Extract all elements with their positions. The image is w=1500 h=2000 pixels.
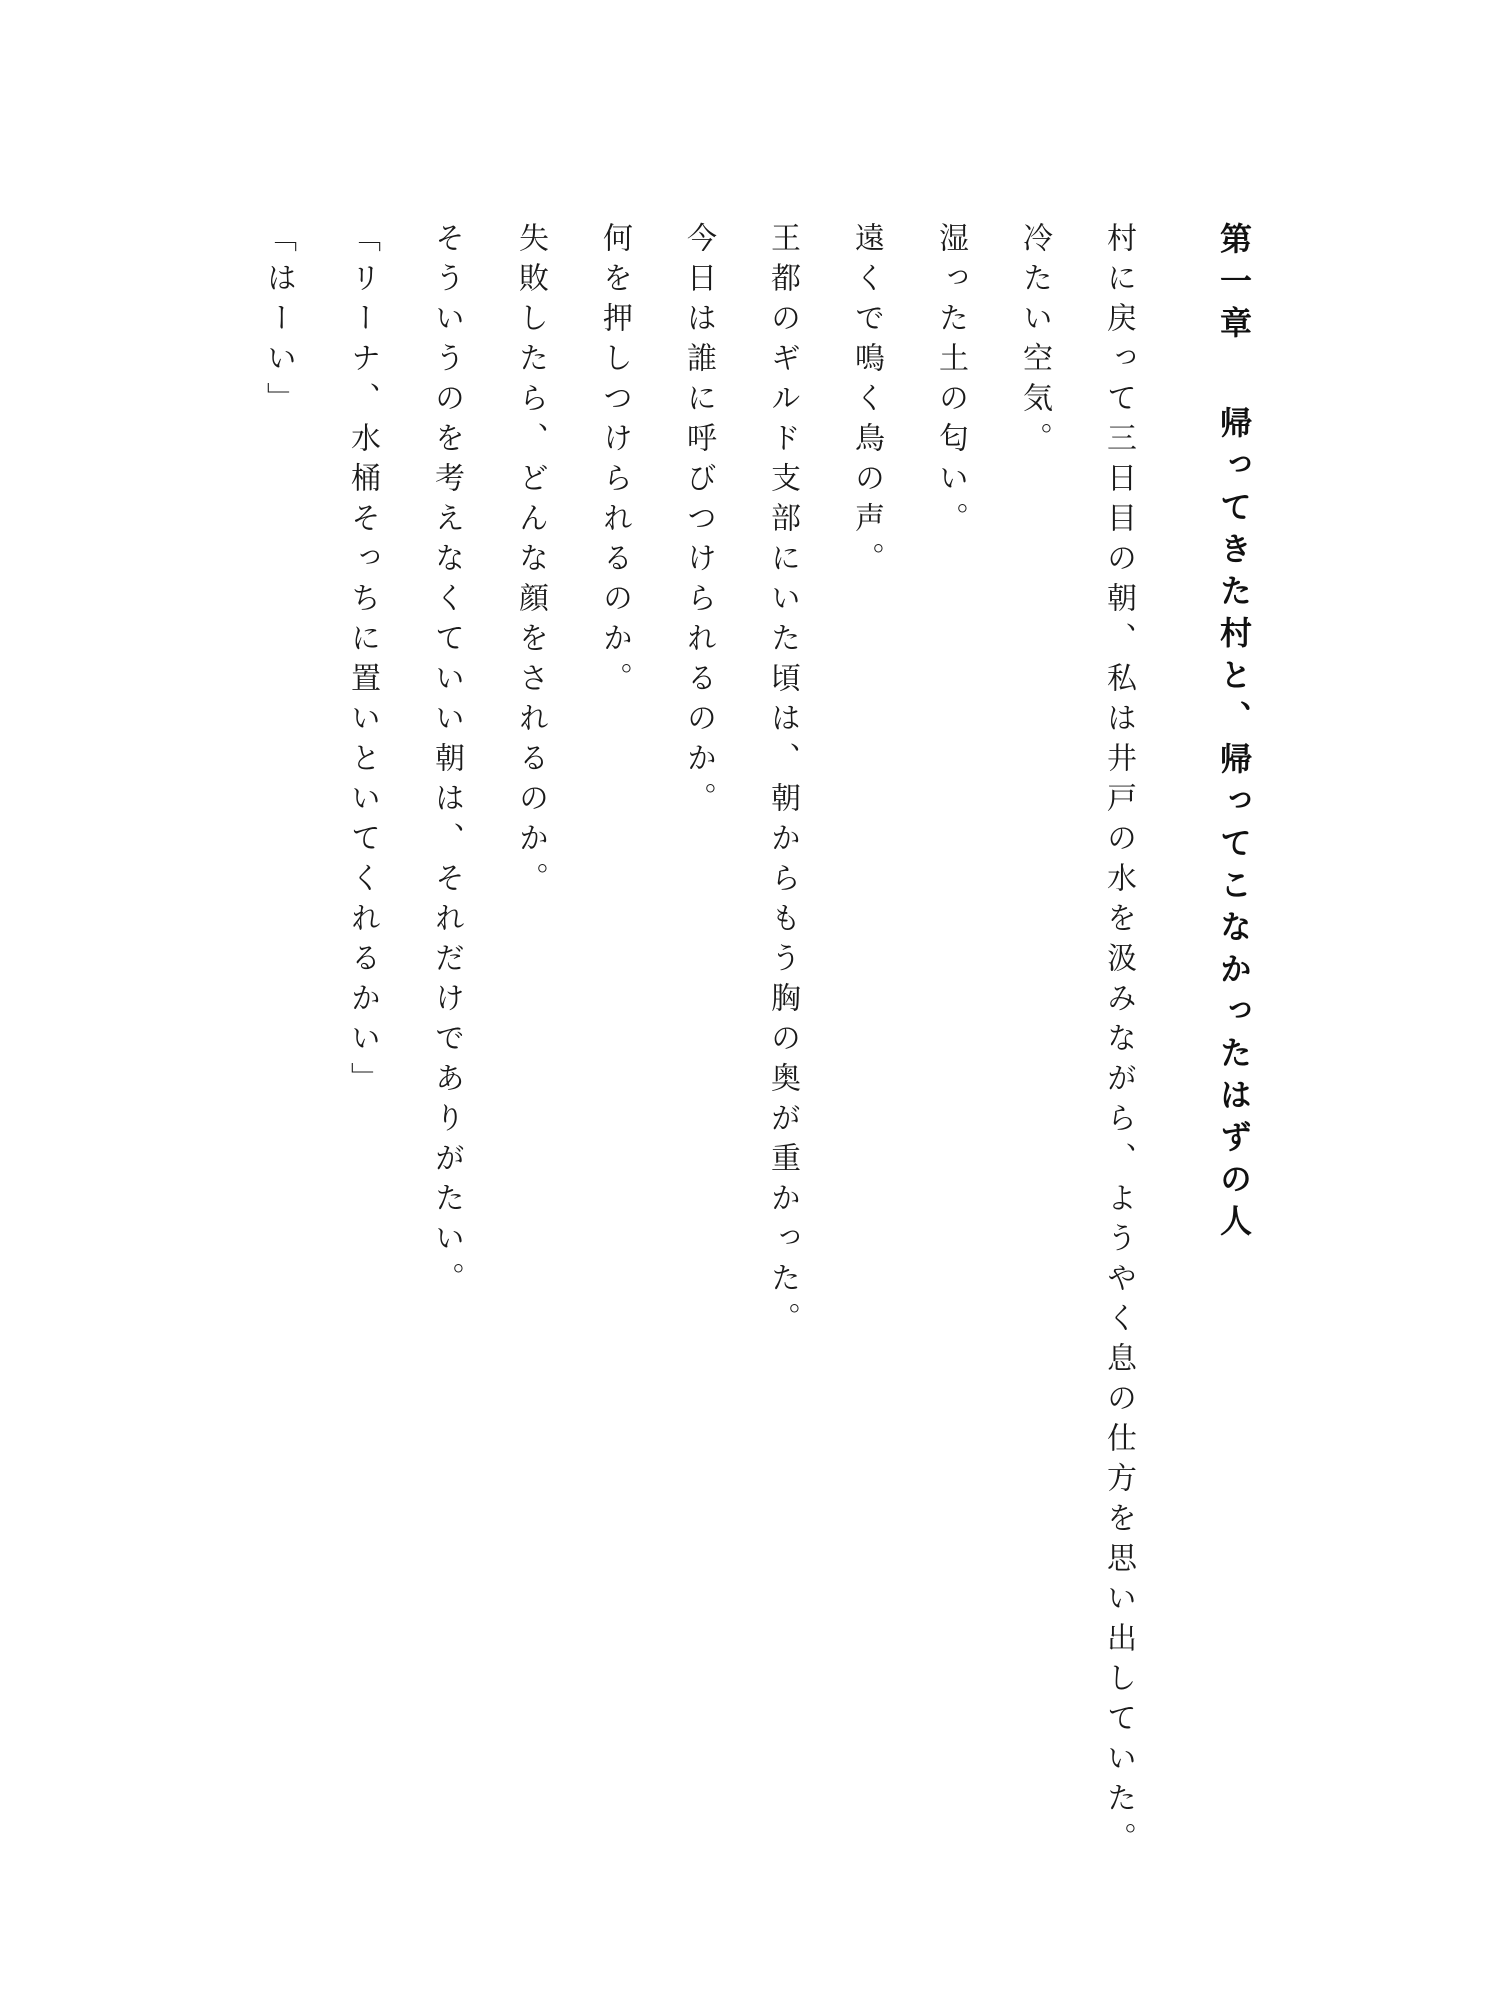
paragraph: 王都のギルド支部にいた頃は、朝からもう胸の奥が重かった。 bbox=[765, 222, 800, 1342]
paragraph: 村に戻って三日目の朝、私は井戸の水を汲みながら、ようやく息の仕方を思い出していた。 bbox=[1101, 222, 1136, 1862]
paragraph: 湿った土の匂い。 bbox=[933, 222, 968, 542]
chapter-number: 第一章 bbox=[1215, 222, 1253, 348]
paragraph: そういうのを考えなくていい朝は、それだけでありがたい。 bbox=[429, 222, 464, 1302]
vertical-text-body bbox=[236, 222, 1276, 1862]
dialogue-line: 「はーい」 bbox=[261, 222, 296, 422]
paragraph: 失敗したら、どんな顔をされるのか。 bbox=[513, 222, 548, 902]
paragraph: 今日は誰に呼びつけられるのか。 bbox=[681, 222, 716, 822]
paragraph: 冷たい空気。 bbox=[1017, 222, 1052, 462]
chapter-title: 帰ってきた村と、帰ってこなかったはずの人 bbox=[1215, 406, 1253, 1246]
chapter-heading bbox=[1192, 222, 1276, 1782]
paragraph: 遠くで鳴く鳥の声。 bbox=[849, 222, 884, 582]
paragraph: 何を押しつけられるのか。 bbox=[597, 222, 632, 702]
dialogue-line: 「リーナ、水桶そっちに置いといてくれるかい」 bbox=[345, 222, 380, 1102]
